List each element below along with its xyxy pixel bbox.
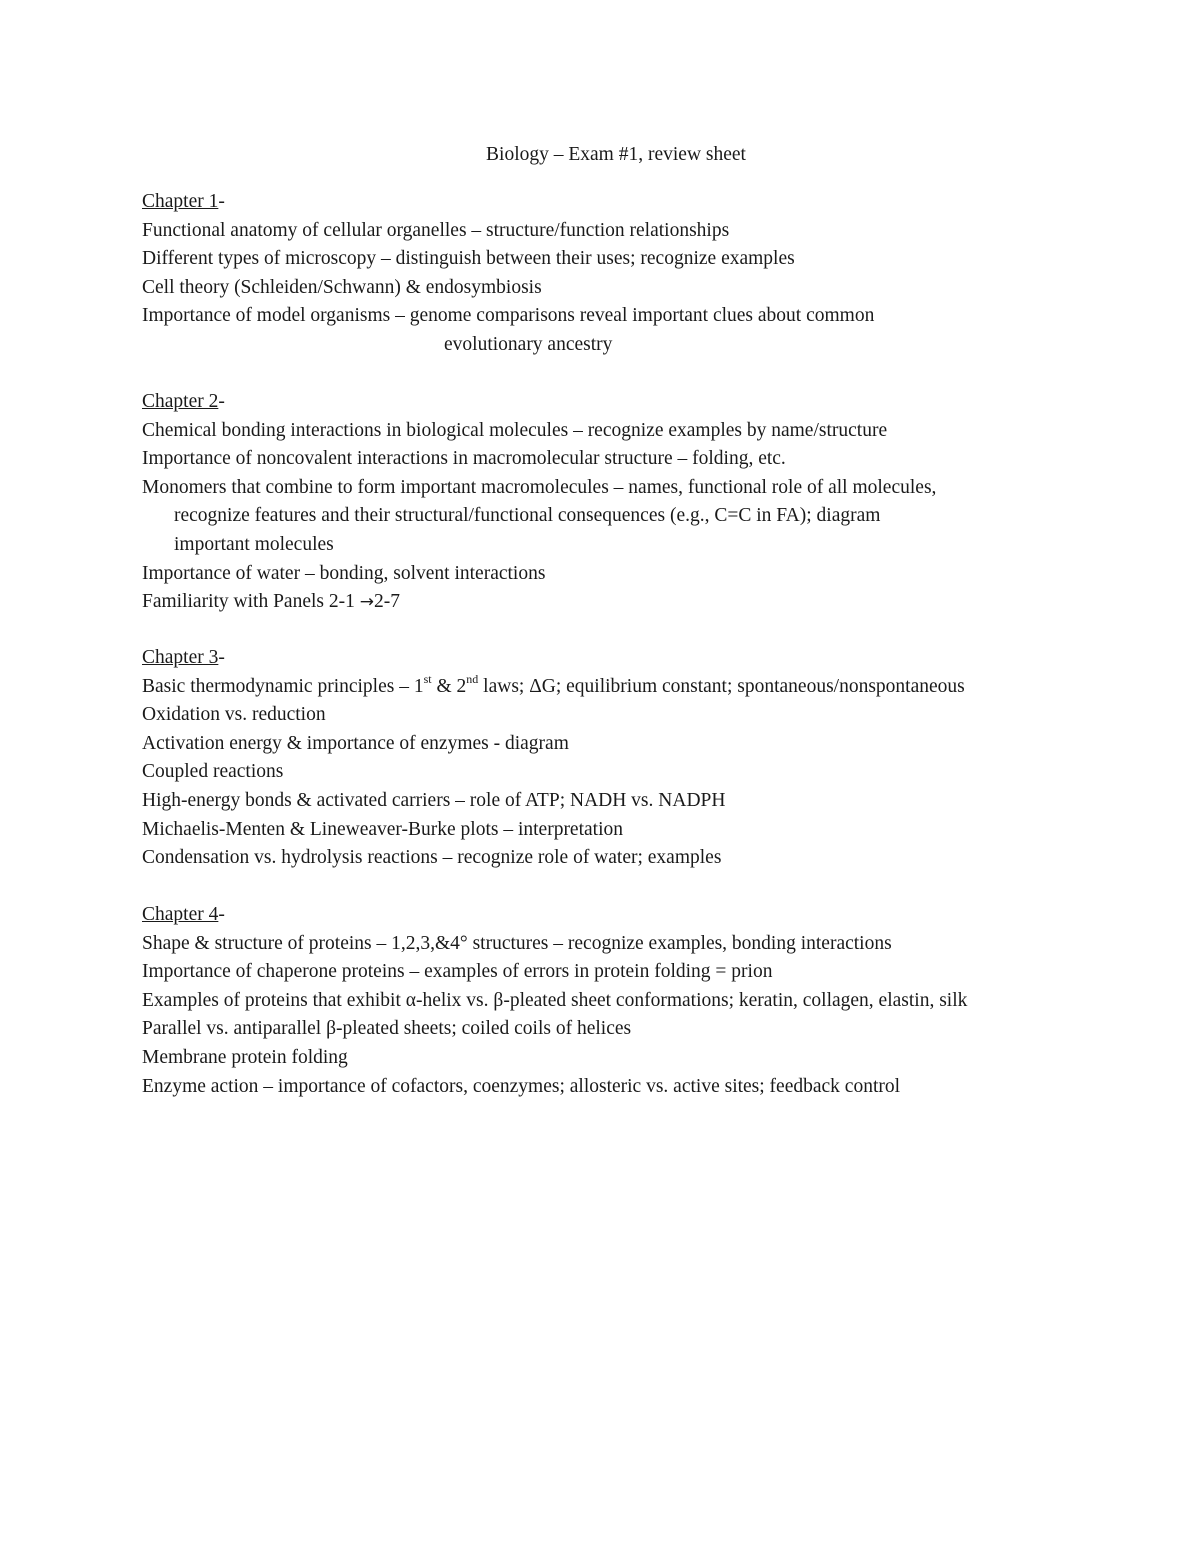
chapter-3-item: Coupled reactions: [142, 761, 284, 783]
chapter-2-section: [142, 388, 1102, 617]
chapter-1-item: Cell theory (Schleiden/Schwann) & endosymbiosis: [142, 276, 542, 298]
chapter-2-heading-suffix: -: [218, 391, 225, 412]
chapter-3-section: [142, 644, 1102, 873]
chapter-3-heading: [142, 644, 1102, 673]
chapter-1-item: Importance of model organisms – genome comparisons reveal important clues about common: [142, 305, 875, 327]
thermo-text-a: Basic thermodynamic principles – 1: [142, 675, 424, 697]
thermo-text-b: & 2: [431, 675, 467, 697]
chapter-4-item: Shape & structure of proteins – 1,2,3,&4° structures – recognize examples, bonding interactions: [142, 932, 892, 954]
page-title: Biology – Exam #1, review sheet: [486, 144, 746, 165]
chapter-3-item: [142, 673, 1102, 702]
right-arrow-icon: →: [359, 592, 374, 613]
chapter-1-heading: [142, 188, 1102, 217]
chapter-4-heading-label: Chapter 4: [142, 904, 219, 925]
chapter-2-item: Importance of noncovalent interactions in macromolecular structure – folding, etc.: [142, 448, 786, 470]
chapter-2-item: Monomers that combine to form important macromolecules – names, functional role of all molecules,: [142, 476, 937, 498]
chapter-2-heading-label: Chapter 2: [142, 391, 219, 412]
chapter-1-heading-label: Chapter 1: [142, 191, 219, 212]
chapter-1-item-continuation: evolutionary ancestry: [444, 333, 613, 355]
chapter-1-section: [142, 188, 1102, 360]
chapter-1-item: Different types of microscopy – distinguish between their uses; recognize examples: [142, 248, 795, 270]
chapter-2-item: [142, 588, 1102, 617]
chapter-4-item: Membrane protein folding: [142, 1046, 348, 1068]
chapter-3-heading-label: Chapter 3: [142, 647, 219, 668]
chapter-2-heading: [142, 388, 1102, 417]
superscript-nd: nd: [466, 672, 479, 687]
chapter-2-item-continuation: recognize features and their structural/functional consequences (e.g., C=C in FA); diagram: [174, 505, 881, 527]
chapter-3-item: Oxidation vs. reduction: [142, 704, 326, 726]
chapter-2-item: Chemical bonding interactions in biological molecules – recognize examples by name/structure: [142, 419, 888, 441]
chapter-1-heading-suffix: -: [218, 191, 225, 212]
thermo-text-c: laws; ΔG; equilibrium constant; spontaneous/nonspontaneous: [478, 675, 965, 697]
chapter-1-item: Functional anatomy of cellular organelles – structure/function relationships: [142, 219, 730, 241]
chapter-3-item: Condensation vs. hydrolysis reactions – recognize role of water; examples: [142, 847, 722, 869]
chapter-2-item-continuation: important molecules: [174, 533, 334, 555]
panels-text: Familiarity with Panels 2-1: [142, 591, 360, 613]
chapter-4-heading: [142, 901, 1102, 930]
chapter-3-heading-suffix: -: [218, 647, 225, 668]
chapter-3-item: Michaelis-Menten & Lineweaver-Burke plots – interpretation: [142, 818, 623, 840]
superscript-st: st: [423, 672, 432, 687]
chapter-4-section: [142, 901, 1102, 1101]
panels-range-end: 2-7: [373, 591, 400, 613]
chapter-4-item: Parallel vs. antiparallel β-pleated sheets; coiled coils of helices: [142, 1018, 632, 1040]
chapter-4-item: Examples of proteins that exhibit α-helix vs. β-pleated sheet conformations; keratin, collagen, elastin, silk: [142, 989, 968, 1011]
chapter-4-item: Enzyme action – importance of cofactors, coenzymes; allosteric vs. active sites; feedback control: [142, 1075, 901, 1097]
chapter-2-item: Importance of water – bonding, solvent interactions: [142, 562, 546, 584]
chapter-3-item: High-energy bonds & activated carriers – role of ATP; NADH vs. NADPH: [142, 789, 726, 811]
chapter-3-item: Activation energy & importance of enzymes - diagram: [142, 732, 569, 754]
chapter-4-item: Importance of chaperone proteins – examples of errors in protein folding = prion: [142, 961, 773, 983]
chapter-4-heading-suffix: -: [218, 904, 225, 925]
